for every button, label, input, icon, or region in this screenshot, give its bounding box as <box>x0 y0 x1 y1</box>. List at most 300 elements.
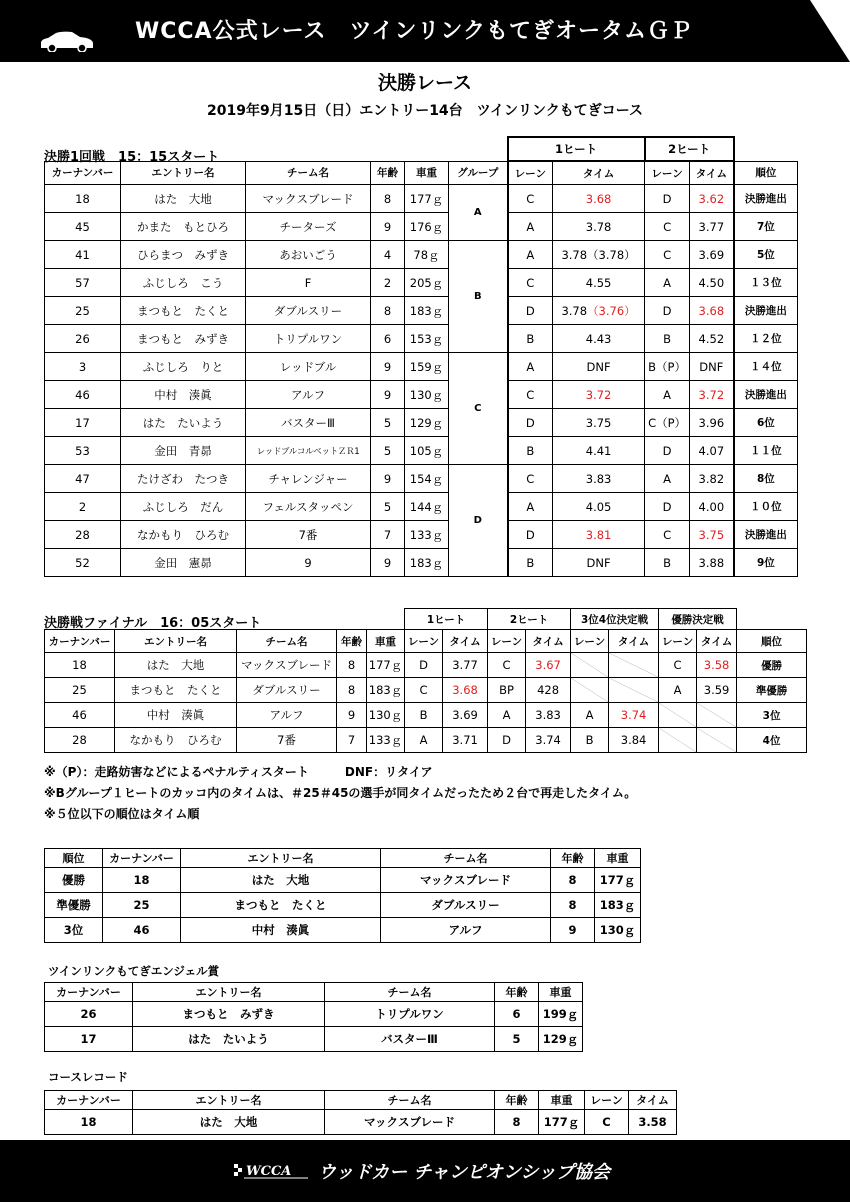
time1-value: 3.78 <box>585 219 612 234</box>
data-cell: ダブルスリー <box>381 893 551 918</box>
lane2-cell: B <box>645 325 690 353</box>
time1-cell <box>553 185 645 213</box>
lane1-cell: D <box>508 409 553 437</box>
header-title: WCCA公式レース ツインリンクもてぎオータムＧＰ <box>135 19 693 44</box>
header-cell: 年齢 <box>371 161 405 185</box>
final-title: 決勝戦ファイナル 16：05スタート <box>44 616 262 631</box>
entry-name-cell: かまた もとひろ <box>121 213 246 241</box>
lane-cell: A <box>405 728 443 753</box>
data-cell: 3位 <box>45 918 103 943</box>
time2-cell: 3.77 <box>690 213 734 241</box>
time-cell: 3.67 <box>526 653 571 678</box>
age-cell: 6 <box>371 325 405 353</box>
age-cell: 9 <box>337 703 367 728</box>
rank-cell: 準優勝 <box>737 678 807 703</box>
lane2-cell: D <box>645 297 690 325</box>
weight-cell: 183ｇ <box>405 549 449 577</box>
time2-cell: 3.69 <box>690 241 734 269</box>
entry-name-cell: ふじしろ こう <box>121 269 246 297</box>
data-cell: バスターⅢ <box>325 1027 495 1052</box>
header-cell: タイム <box>526 630 571 653</box>
time2-cell: 4.00 <box>690 493 734 521</box>
name-cell: はた 大地 <box>115 653 237 678</box>
lane2-cell: D <box>645 493 690 521</box>
weight-cell: 78ｇ <box>405 241 449 269</box>
lane2-cell: A <box>645 381 690 409</box>
lane1-cell: C <box>508 465 553 493</box>
car-icon <box>38 30 96 52</box>
lane-cell: B <box>571 728 609 753</box>
data-cell: 26 <box>45 1002 133 1027</box>
rank-cell: １３位 <box>734 269 798 297</box>
note-penalty: ※（P）：走路妨害などによるペナルティスタート DNF：リタイア <box>44 765 433 779</box>
empty-lane-cell <box>571 653 609 678</box>
age-cell: 7 <box>371 521 405 549</box>
header-cell: タイム <box>697 630 737 653</box>
data-cell: C <box>585 1110 629 1135</box>
header-bar <box>0 0 850 62</box>
data-cell: 177ｇ <box>539 1110 585 1135</box>
data-cell: 9 <box>551 918 595 943</box>
header-cell: エントリー名 <box>115 630 237 653</box>
data-cell: 18 <box>103 868 181 893</box>
angel-table <box>44 982 583 1052</box>
data-cell: 8 <box>495 1110 539 1135</box>
group-cell: A <box>449 185 508 241</box>
lane1-cell: C <box>508 185 553 213</box>
data-cell: 中村 湊眞 <box>181 918 381 943</box>
data-cell: トリプルワン <box>325 1002 495 1027</box>
table-row <box>45 893 641 918</box>
header-cell: 車重 <box>539 983 583 1002</box>
lane1-cell: A <box>508 213 553 241</box>
time2-cell: DNF <box>690 353 734 381</box>
time1-value: 4.55 <box>585 275 612 290</box>
lane1-cell: B <box>508 437 553 465</box>
table-row <box>45 437 798 465</box>
time2-cell: 3.88 <box>690 549 734 577</box>
age-cell: 2 <box>371 269 405 297</box>
table-row <box>45 185 798 213</box>
rank-cell: １１位 <box>734 437 798 465</box>
round1-table <box>44 136 798 577</box>
time2-cell: 4.52 <box>690 325 734 353</box>
car-number-cell: 46 <box>45 381 121 409</box>
team-name-cell: レッドブル <box>246 353 371 381</box>
time-cell: 3.77 <box>443 653 488 678</box>
time-cell: 3.69 <box>443 703 488 728</box>
lane-cell: BP <box>488 678 526 703</box>
rank-cell: 4位 <box>737 728 807 753</box>
lane-cell: A <box>488 703 526 728</box>
time1-cell <box>553 549 645 577</box>
time2-cell: 3.72 <box>690 381 734 409</box>
lane1-cell: A <box>508 241 553 269</box>
table-row <box>45 381 798 409</box>
header-cell: カーナンバー <box>45 630 115 653</box>
data-cell: 130ｇ <box>595 918 641 943</box>
rank-cell: 3位 <box>737 703 807 728</box>
car-number-cell: 25 <box>45 297 121 325</box>
data-cell: マックスブレード <box>325 1110 495 1135</box>
lane2-cell: D <box>645 185 690 213</box>
time1-value: 4.41 <box>585 443 612 458</box>
car-number-cell: 17 <box>45 409 121 437</box>
weight-cell: 153ｇ <box>405 325 449 353</box>
time1-value: 4.43 <box>585 331 612 346</box>
data-cell: アルフ <box>381 918 551 943</box>
data-cell: 準優勝 <box>45 893 103 918</box>
time1-cell <box>553 269 645 297</box>
header-cell: 車重 <box>367 630 405 653</box>
no-cell: 46 <box>45 703 115 728</box>
entry-name-cell: ふじしろ だん <box>121 493 246 521</box>
header-cell: 年齢 <box>495 983 539 1002</box>
data-cell: まつもと みずき <box>133 1002 325 1027</box>
time2-cell: 3.75 <box>690 521 734 549</box>
empty-lane-cell <box>571 678 609 703</box>
time1-cell <box>553 409 645 437</box>
age-cell: 5 <box>371 493 405 521</box>
age-cell: 5 <box>371 409 405 437</box>
weight-cell: 133ｇ <box>405 521 449 549</box>
time1-cell <box>553 437 645 465</box>
lane1-cell: D <box>508 297 553 325</box>
car-number-cell: 28 <box>45 521 121 549</box>
no-cell: 18 <box>45 653 115 678</box>
header-cell: 年齢 <box>551 849 595 868</box>
weight-cell: 205ｇ <box>405 269 449 297</box>
lane-cell: A <box>571 703 609 728</box>
time2-cell: 3.82 <box>690 465 734 493</box>
header-cell: レーン <box>659 630 697 653</box>
angel-title: ツインリンクもてぎエンジェル賞 <box>48 964 220 978</box>
name-cell: 中村 湊眞 <box>115 703 237 728</box>
header-cell: カーナンバー <box>45 983 133 1002</box>
rank-cell: 5位 <box>734 241 798 269</box>
time-cell: 428 <box>526 678 571 703</box>
age-cell: 5 <box>371 437 405 465</box>
data-cell: はた たいよう <box>133 1027 325 1052</box>
header-corner <box>810 0 850 62</box>
no-cell: 25 <box>45 678 115 703</box>
svg-text:WCCA: WCCA <box>246 1164 292 1179</box>
header-cell: グループ <box>449 161 508 185</box>
car-number-cell: 41 <box>45 241 121 269</box>
weight-cell: 183ｇ <box>405 297 449 325</box>
time1-value: 3.78 <box>561 303 588 318</box>
time1-cell <box>553 325 645 353</box>
data-cell: 25 <box>103 893 181 918</box>
team-name-cell: トリプルワン <box>246 325 371 353</box>
time-cell: 3.68 <box>443 678 488 703</box>
lane-cell: D <box>488 728 526 753</box>
lane2-cell: C（P） <box>645 409 690 437</box>
time1-value: 4.05 <box>585 499 612 514</box>
table-row <box>45 918 641 943</box>
time1-cell <box>553 213 645 241</box>
weight-cell: 154ｇ <box>405 465 449 493</box>
entry-name-cell: 金田 青昴 <box>121 437 246 465</box>
data-cell: はた 大地 <box>133 1110 325 1135</box>
weight-cell: 176ｇ <box>405 213 449 241</box>
time2-cell: 4.07 <box>690 437 734 465</box>
record-table <box>44 1090 677 1135</box>
table-row <box>45 703 807 728</box>
header-cell: チーム名 <box>246 161 371 185</box>
table-row <box>45 353 798 381</box>
time1-cell <box>553 353 645 381</box>
time1-value: 3.75 <box>585 415 612 430</box>
lane2-cell: C <box>645 521 690 549</box>
empty-time-cell <box>697 728 737 753</box>
lane1-cell: C <box>508 269 553 297</box>
table-row <box>45 549 798 577</box>
data-cell: マックスブレード <box>381 868 551 893</box>
age-cell: 8 <box>371 185 405 213</box>
weight-cell: 130ｇ <box>405 381 449 409</box>
team-name-cell: 9 <box>246 549 371 577</box>
age-cell: 9 <box>371 213 405 241</box>
header-cell: チーム名 <box>325 1091 495 1110</box>
entry-name-cell: まつもと みずき <box>121 325 246 353</box>
lane2-cell: C <box>645 213 690 241</box>
data-cell: 優勝 <box>45 868 103 893</box>
data-cell: 199ｇ <box>539 1002 583 1027</box>
time1-cell <box>553 465 645 493</box>
table-row <box>45 521 798 549</box>
lane2-cell: A <box>645 269 690 297</box>
empty-time-cell <box>697 703 737 728</box>
lane1-cell: B <box>508 325 553 353</box>
age-cell: 9 <box>371 381 405 409</box>
lane-cell: C <box>659 653 697 678</box>
age-cell: 8 <box>337 678 367 703</box>
table-row <box>45 1110 677 1135</box>
header-cell: 車重 <box>539 1091 585 1110</box>
notes <box>44 762 636 825</box>
data-cell: 18 <box>45 1110 133 1135</box>
final-table <box>44 608 807 753</box>
empty-lane-cell <box>659 728 697 753</box>
time-cell: 3.71 <box>443 728 488 753</box>
age-cell: 4 <box>371 241 405 269</box>
team-name-cell: バスターⅢ <box>246 409 371 437</box>
time1-value: DNF <box>586 555 611 570</box>
time1-value: 3.81 <box>585 527 612 542</box>
time2-cell: 3.62 <box>690 185 734 213</box>
lane1-cell: D <box>508 521 553 549</box>
header-cell: 年齢 <box>495 1091 539 1110</box>
header-cell: チーム名 <box>381 849 551 868</box>
header-cell: レーン <box>645 161 690 185</box>
table-row <box>45 465 798 493</box>
header-cell: 順位 <box>734 161 798 185</box>
time2-cell: 3.96 <box>690 409 734 437</box>
team-cell: マックスブレード <box>237 653 337 678</box>
time1-value: 3.68 <box>585 191 612 206</box>
car-number-cell: 18 <box>45 185 121 213</box>
team-cell: アルフ <box>237 703 337 728</box>
team-cell: 7番 <box>237 728 337 753</box>
final-heat2-label: 2ヒート <box>488 609 571 630</box>
car-number-cell: 57 <box>45 269 121 297</box>
lane-cell: C <box>405 678 443 703</box>
time1-rerun: （3.76） <box>587 303 636 318</box>
entry-name-cell: 中村 湊眞 <box>121 381 246 409</box>
car-number-cell: 26 <box>45 325 121 353</box>
lane2-cell: A <box>645 465 690 493</box>
header-cell: 年齢 <box>337 630 367 653</box>
rank-cell: 優勝 <box>737 653 807 678</box>
time1-cell <box>553 381 645 409</box>
age-cell: 8 <box>337 653 367 678</box>
header-cell: レーン <box>405 630 443 653</box>
age-cell: 9 <box>371 549 405 577</box>
table-row <box>45 653 807 678</box>
table-row <box>45 493 798 521</box>
table-row <box>45 269 798 297</box>
rank-cell: 決勝進出 <box>734 381 798 409</box>
lane1-cell: C <box>508 381 553 409</box>
time2-cell: 4.50 <box>690 269 734 297</box>
empty-lane-cell <box>659 703 697 728</box>
round1-title: 決勝1回戦 15：15スタート <box>44 150 220 165</box>
team-name-cell: マックスブレード <box>246 185 371 213</box>
lane2-cell: B <box>645 549 690 577</box>
data-cell: 8 <box>551 893 595 918</box>
time1-cell <box>553 241 645 269</box>
header-cell: チーム名 <box>325 983 495 1002</box>
age-cell: 9 <box>371 353 405 381</box>
weight-cell: 130ｇ <box>367 703 405 728</box>
data-cell: まつもと たくと <box>181 893 381 918</box>
team-name-cell: あおいごう <box>246 241 371 269</box>
car-number-cell: 47 <box>45 465 121 493</box>
team-name-cell: フェルスタッペン <box>246 493 371 521</box>
entry-name-cell: はた 大地 <box>121 185 246 213</box>
entry-name-cell: はた たいよう <box>121 409 246 437</box>
header-cell: 順位 <box>737 630 807 653</box>
name-cell: なかもり ひろむ <box>115 728 237 753</box>
header-cell: タイム <box>609 630 659 653</box>
time-cell: 3.74 <box>609 703 659 728</box>
time1-cell <box>553 521 645 549</box>
header-cell: タイム <box>553 161 645 185</box>
round1-heat2-label: 2ヒート <box>645 137 734 161</box>
header-cell: エントリー名 <box>133 983 325 1002</box>
time1-value: 3.83 <box>585 471 612 486</box>
rank-cell: 6位 <box>734 409 798 437</box>
header-cell: タイム <box>629 1091 677 1110</box>
lane-cell: B <box>405 703 443 728</box>
rank-cell: 9位 <box>734 549 798 577</box>
header-cell: エントリー名 <box>181 849 381 868</box>
data-cell: 6 <box>495 1002 539 1027</box>
lane-cell: A <box>659 678 697 703</box>
rank-cell: １４位 <box>734 353 798 381</box>
header-cell: カーナンバー <box>45 161 121 185</box>
header-cell: レーン <box>571 630 609 653</box>
car-number-cell: 53 <box>45 437 121 465</box>
weight-cell: 129ｇ <box>405 409 449 437</box>
weight-cell: 133ｇ <box>367 728 405 753</box>
team-cell: ダブルスリー <box>237 678 337 703</box>
data-cell: 8 <box>551 868 595 893</box>
time-cell: 3.59 <box>697 678 737 703</box>
data-cell: 183ｇ <box>595 893 641 918</box>
header-cell: カーナンバー <box>103 849 181 868</box>
lane-cell: D <box>405 653 443 678</box>
final-winner-label: 優勝決定戦 <box>659 609 737 630</box>
footer-bar <box>0 1140 850 1202</box>
rank-cell: 7位 <box>734 213 798 241</box>
team-name-cell: F <box>246 269 371 297</box>
age-cell: 7 <box>337 728 367 753</box>
table-row <box>45 325 798 353</box>
header-cell: レーン <box>488 630 526 653</box>
data-cell: はた 大地 <box>181 868 381 893</box>
rank-cell: 決勝進出 <box>734 185 798 213</box>
table-row <box>45 728 807 753</box>
table-row <box>45 409 798 437</box>
header-cell: チーム名 <box>237 630 337 653</box>
header-cell: エントリー名 <box>133 1091 325 1110</box>
time-cell: 3.83 <box>526 703 571 728</box>
lane2-cell: B（P） <box>645 353 690 381</box>
table-row <box>45 213 798 241</box>
rank-cell: 決勝進出 <box>734 521 798 549</box>
team-name-cell: 7番 <box>246 521 371 549</box>
results-table <box>44 848 641 943</box>
team-name-cell: ダブルスリー <box>246 297 371 325</box>
car-number-cell: 3 <box>45 353 121 381</box>
lane1-cell: A <box>508 493 553 521</box>
table-row <box>45 297 798 325</box>
team-name-cell: レッドブルコルベットＺＲ1 <box>246 437 371 465</box>
data-cell: 177ｇ <box>595 868 641 893</box>
data-cell: 5 <box>495 1027 539 1052</box>
time2-cell: 3.68 <box>690 297 734 325</box>
time1-cell <box>553 493 645 521</box>
header-cell: タイム <box>443 630 488 653</box>
header-cell: 順位 <box>45 849 103 868</box>
header-cell: 車重 <box>405 161 449 185</box>
entry-name-cell: まつもと たくと <box>121 297 246 325</box>
lane1-cell: A <box>508 353 553 381</box>
rank-cell: 決勝進出 <box>734 297 798 325</box>
time-cell: 3.58 <box>697 653 737 678</box>
empty-time-cell <box>609 653 659 678</box>
weight-cell: 105ｇ <box>405 437 449 465</box>
weight-cell: 159ｇ <box>405 353 449 381</box>
empty-time-cell <box>609 678 659 703</box>
footer-org-name: ウッドカー チャンピオンシップ協会 <box>318 1162 611 1183</box>
data-cell: 129ｇ <box>539 1027 583 1052</box>
team-name-cell: チャレンジャー <box>246 465 371 493</box>
no-cell: 28 <box>45 728 115 753</box>
lane2-cell: C <box>645 241 690 269</box>
header-cell: 車重 <box>595 849 641 868</box>
note-ranking: ※５位以下の順位はタイム順 <box>44 807 200 821</box>
data-cell: 46 <box>103 918 181 943</box>
car-number-cell: 45 <box>45 213 121 241</box>
lane2-cell: D <box>645 437 690 465</box>
entry-name-cell: たけざわ たつき <box>121 465 246 493</box>
weight-cell: 183ｇ <box>367 678 405 703</box>
header-cell: レーン <box>508 161 553 185</box>
race-title: 決勝レース <box>377 72 473 94</box>
